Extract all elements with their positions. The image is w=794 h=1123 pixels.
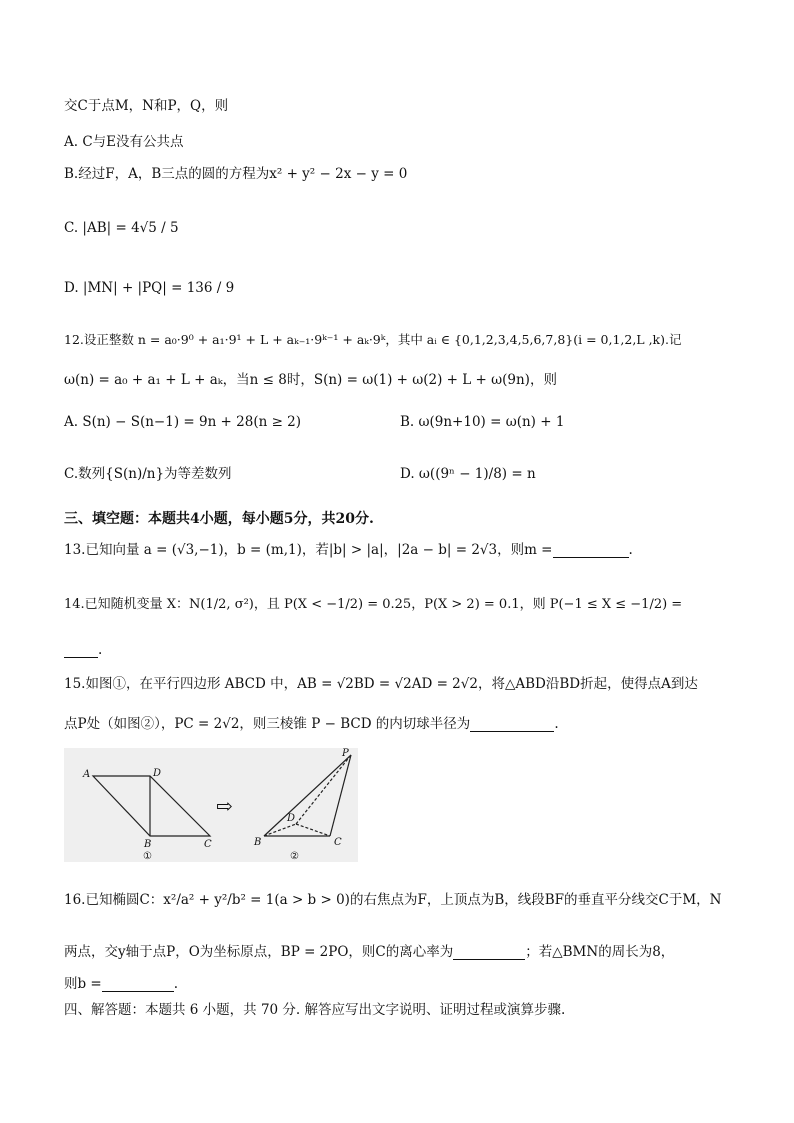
- q16-line3: 则b =: [64, 976, 102, 992]
- q13-end: .: [628, 542, 633, 558]
- fig2-label-b: B: [254, 837, 262, 848]
- fig2-label-d: D: [287, 813, 296, 824]
- fig2-label-p: P: [342, 748, 349, 759]
- fig1-label-b: B: [144, 839, 152, 850]
- q15-end: .: [554, 716, 559, 732]
- tetrahedron-diagram: [264, 755, 351, 836]
- fig1-caption: ①: [143, 851, 152, 862]
- q13-text: 13.已知向量 a = (√3,−1)，b = (m,1)，若|b| > |a|，|2a − b| = 2√3，则m =: [64, 542, 553, 558]
- q16-line2b: ；若△BMN的周长为8，: [525, 944, 675, 960]
- q12-option-d: D. ω((9ⁿ − 1)/8) = n: [400, 466, 536, 482]
- q11-option-d: D. |MN| + |PQ| = 136 / 9: [64, 280, 235, 296]
- q16-line2a: 两点，交y轴于点P，O为坐标原点，BP = 2PO，则C的离心率为: [64, 944, 454, 960]
- q16-end: .: [173, 976, 179, 992]
- fold-arrow-icon: ⇨: [216, 794, 233, 818]
- q12-option-c: C.数列{S(n)/n}为等差数列: [64, 466, 232, 482]
- q12-option-a: A. S(n) − S(n−1) = 9n + 28(n ≥ 2): [64, 414, 302, 430]
- q13-answer-blank[interactable]: [553, 557, 629, 558]
- fig2-label-c: C: [334, 837, 342, 848]
- q16-line3-wrap: [64, 978, 178, 992]
- q16-line2-wrap: [64, 946, 674, 960]
- q15-line1: 15.如图①，在平行四边形 ABCD 中，AB = √2BD = √2AD = 2√2，将△ABD沿BD折起，使得点A到达: [64, 676, 698, 692]
- fig2-caption: ②: [290, 851, 299, 862]
- q12-option-b: B. ω(9n+10) = ω(n) + 1: [400, 414, 565, 430]
- q14-answer-blank[interactable]: [64, 657, 98, 658]
- fig1-label-c: C: [204, 839, 212, 850]
- q14-end: .: [98, 642, 103, 658]
- fig1-label-d: D: [153, 768, 162, 779]
- q11-continuation: 交C于点M，N和P，Q，则: [64, 98, 229, 114]
- q16-line1: 16.已知椭圆C：x²/a² + y²/b² = 1(a > b > 0)的右焦点为F，上顶点为B，线段BF的垂直平分线交C于M，N: [64, 892, 722, 908]
- q12-line2: ω(n) = a₀ + a₁ + L + aₖ，当n ≤ 8时，S(n) = ω(1) + ω(2) + L + ω(9n)，则: [64, 372, 557, 388]
- q16-eccentricity-blank[interactable]: [453, 959, 525, 960]
- fig1-label-a: A: [83, 769, 91, 780]
- q14-text: 14.已知随机变量 X：N(1/2, σ²)，且 P(X < −1/2) = 0.25，P(X > 2) = 0.1，则 P(−1 ≤ X ≤ −1/2) =: [64, 597, 683, 612]
- q15-answer-blank[interactable]: [470, 731, 554, 732]
- q15-figure: [64, 748, 358, 862]
- q12-line1: 12.设正整数 n = a₀·9⁰ + a₁·9¹ + L + aₖ₋₁·9ᵏ⁻¹ + aₖ·9ᵏ，其中 aᵢ ∈ {0,1,2,3,4,5,6,7,8}(i = 0,1,2,L ,k).记: [64, 332, 682, 347]
- q11-option-a: A. C与E没有公共点: [64, 134, 184, 150]
- parallelogram-diagram: [93, 776, 210, 836]
- q16-b-blank[interactable]: [102, 991, 174, 992]
- section4-heading: 四、解答题：本题共 6 小题，共 70 分. 解答应写出文字说明、证明过程或演算步骤.: [64, 1002, 566, 1018]
- q15-line2: 点P处（如图②），PC = 2√2，则三棱锥 P − BCD 的内切球半径为: [64, 716, 471, 732]
- section3-heading: 三、填空题：本题共4小题，每小题5分，共20分.: [64, 511, 374, 527]
- q13-text-line: [64, 544, 633, 558]
- q14-answer-line: [64, 644, 102, 658]
- q15-line2-wrap: [64, 718, 559, 732]
- q11-option-c: C. |AB| = 4√5 / 5: [64, 220, 179, 236]
- q11-option-b: B.经过F，A，B三点的圆的方程为x² + y² − 2x − y = 0: [64, 166, 408, 182]
